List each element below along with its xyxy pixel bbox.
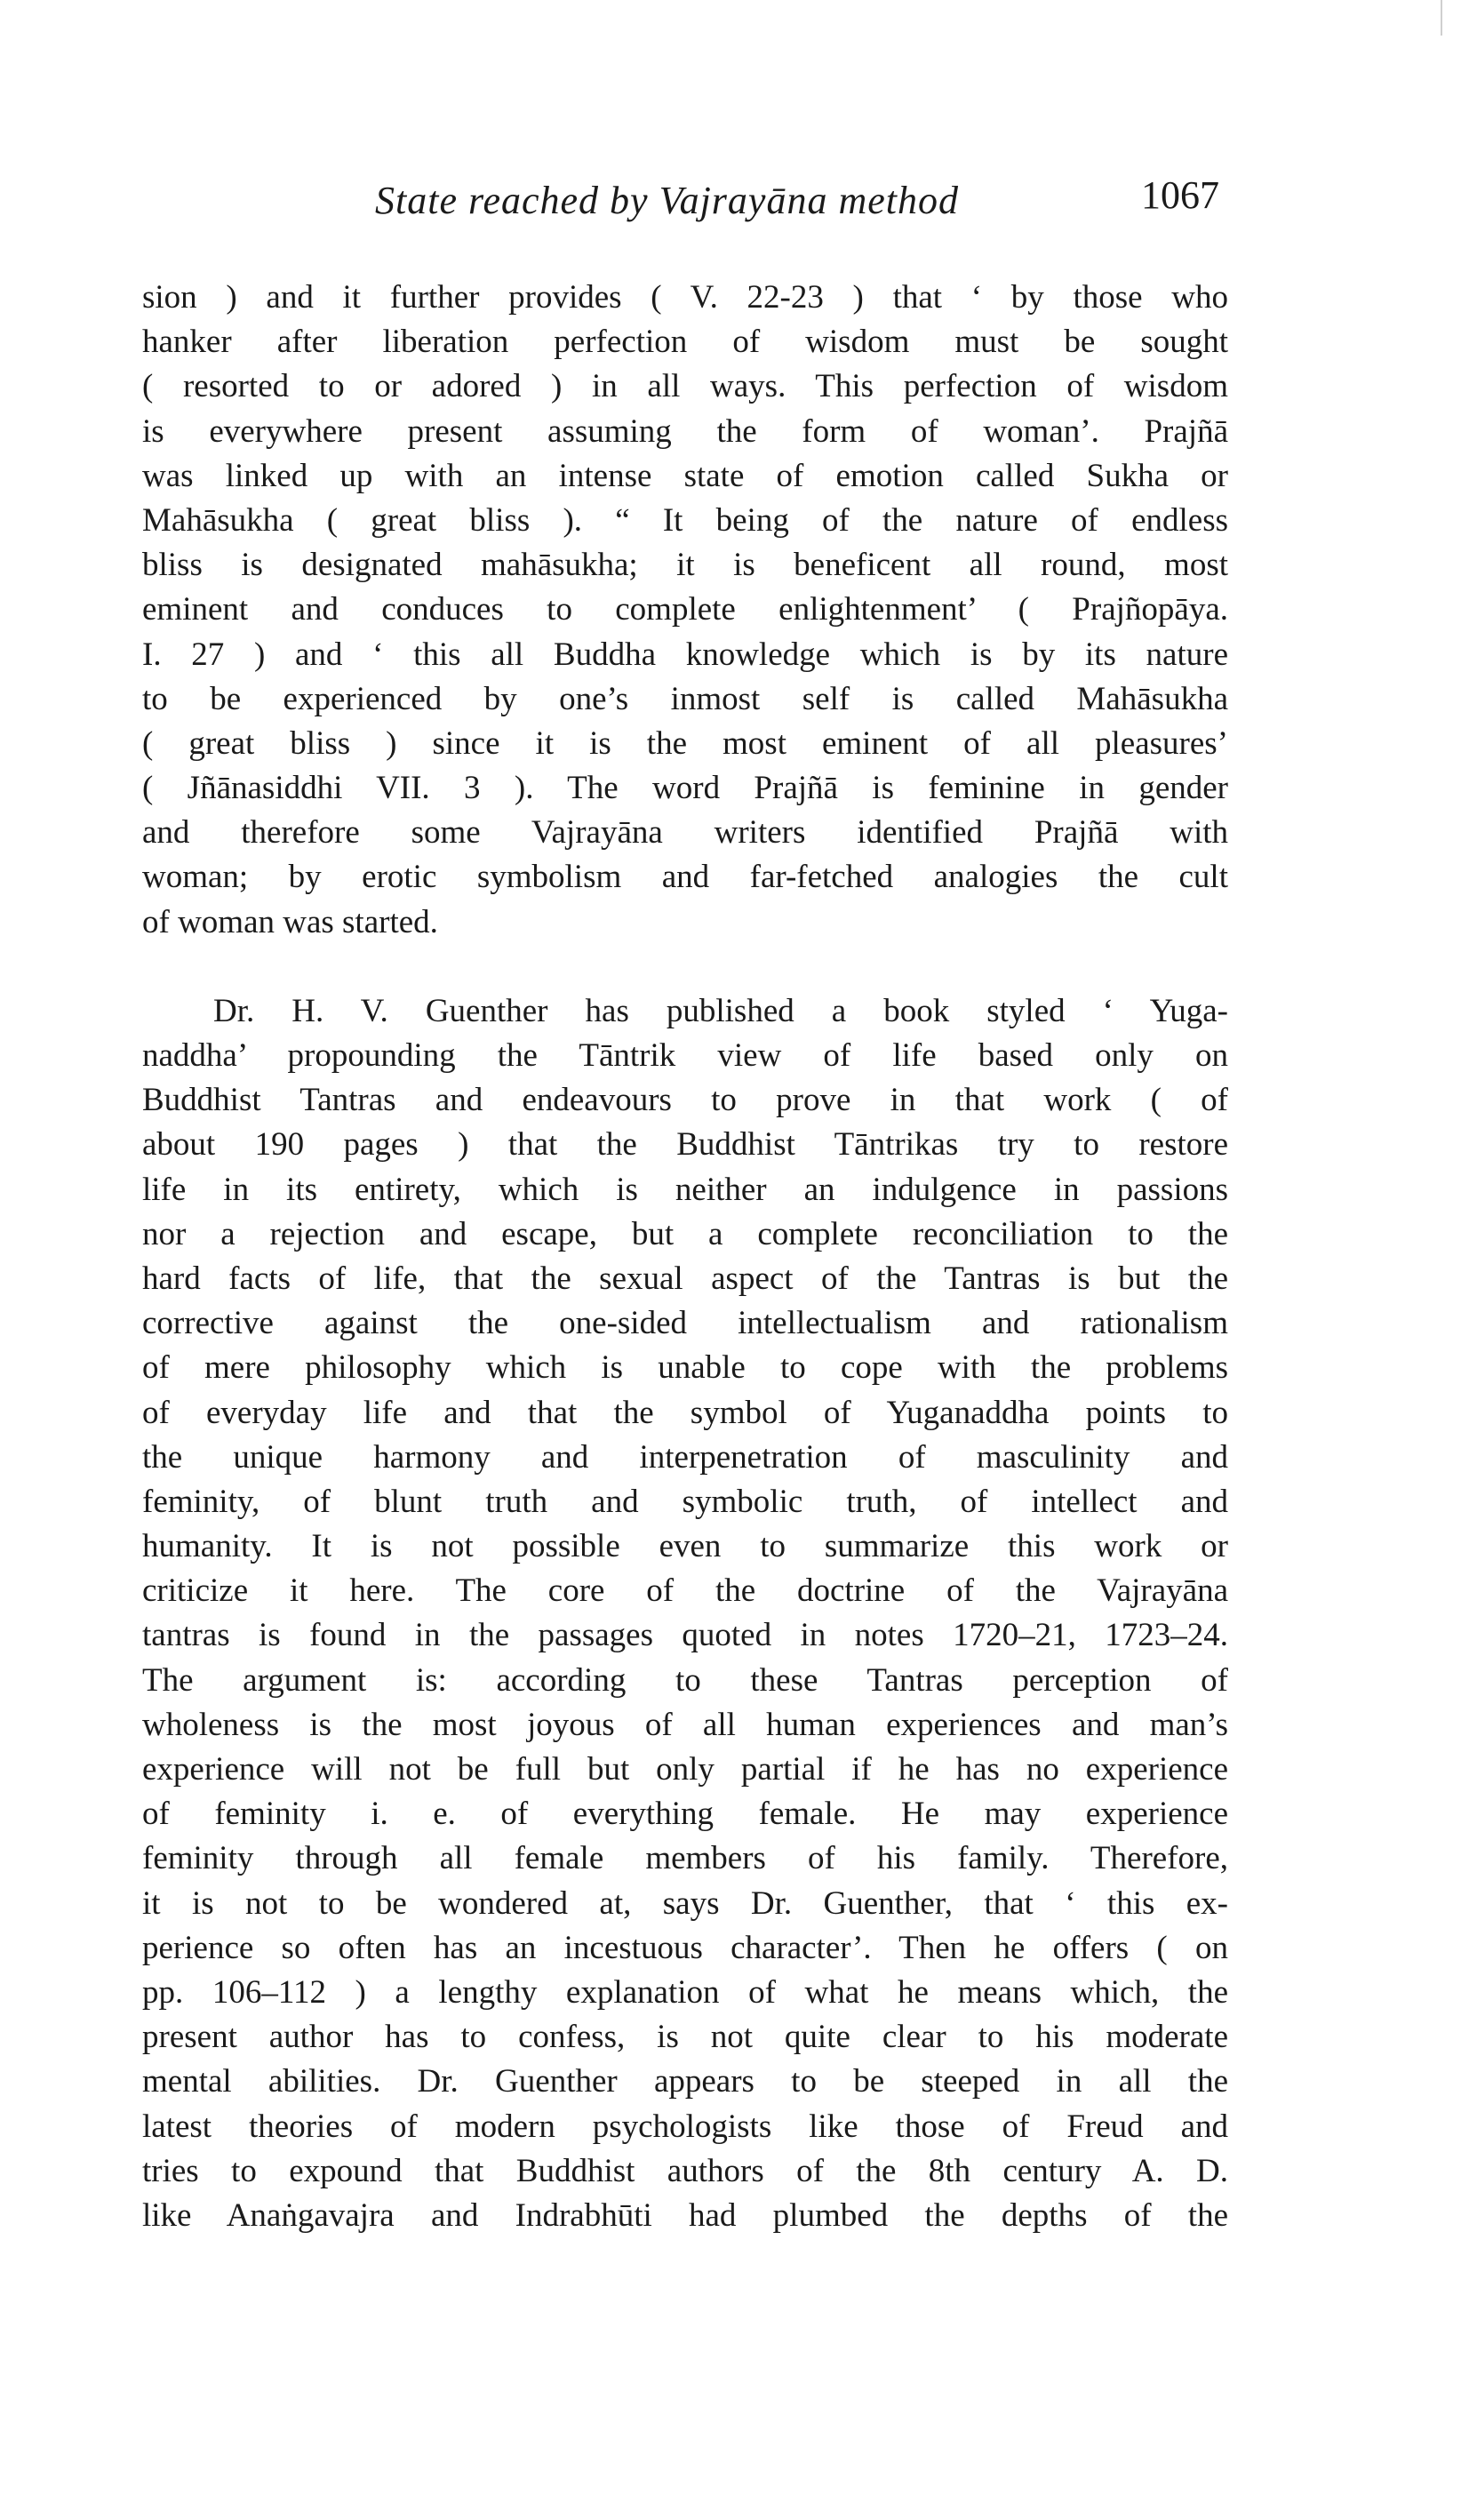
text-line: mental abilities. Dr. Guenther appears to be steeped in all the	[142, 2063, 1228, 2100]
text-line: of feminity i. e. of everything female. He may experience	[142, 1796, 1228, 1833]
running-title: State reached by Vajrayāna method	[375, 179, 959, 222]
text-line: like Anaṅgavajra and Indrabhūti had plumbed the depths of the	[142, 2196, 1228, 2234]
text-line: Buddhist Tantras and endeavours to prove in that work ( of	[142, 1082, 1228, 1119]
text-line: woman; by erotic symbolism and far-fetched analogies the cult	[142, 859, 1228, 896]
text-line: bliss is designated mahāsukha; it is beneficent all round, most	[142, 547, 1228, 584]
text-line: of woman was started.	[142, 903, 438, 940]
paragraph-2	[142, 989, 1228, 2238]
text-line: sion ) and it further provides ( V. 22-23 ) that ‘ by those who	[142, 279, 1228, 316]
text-line: hanker after liberation perfection of wisdom must be sought	[142, 324, 1228, 361]
text-line: feminity, of blunt truth and symbolic truth, of intellect and	[142, 1483, 1228, 1520]
text-line: humanity. It is not possible even to summarize this work or	[142, 1528, 1228, 1565]
text-line: life in its entirety, which is neither an indulgence in passions	[142, 1171, 1228, 1208]
text-line: pp. 106–112 ) a lengthy explanation of what he means which, the	[142, 1973, 1228, 2011]
text-line: Dr. H. V. Guenther has published a book styled ‘ Yuga-	[213, 992, 1228, 1029]
text-line: to be experienced by one’s inmost self is called Mahāsukha	[142, 680, 1228, 717]
paragraph-1	[142, 276, 1228, 945]
text-line: ( Jñānasiddhi VII. 3 ). The word Prajñā is feminine in gender	[142, 770, 1228, 807]
text-line: nor a rejection and escape, but a complete reconciliation to the	[142, 1215, 1228, 1252]
text-line: the unique harmony and interpenetration of masculinity and	[142, 1438, 1228, 1476]
text-line: Mahāsukha ( great bliss ). “ It being of the nature of endless	[142, 501, 1228, 539]
text-line: of mere philosophy which is unable to cope with the problems	[142, 1349, 1228, 1387]
body-text	[142, 276, 1228, 2238]
text-line: tries to expound that Buddhist authors of the 8th century A. D.	[142, 2152, 1228, 2189]
text-line: latest theories of modern psychologists like those of Freud and	[142, 2108, 1228, 2145]
text-line: perience so often has an incestuous character’. Then he offers ( on	[142, 1929, 1228, 1966]
text-line: ( resorted to or adored ) in all ways. This perfection of wisdom	[142, 368, 1228, 405]
text-line: tantras is found in the passages quoted in notes 1720–21, 1723–24.	[142, 1617, 1228, 1654]
page-number: 1067	[1141, 173, 1219, 217]
text-line: it is not to be wondered at, says Dr. Guenther, that ‘ this ex-	[142, 1884, 1228, 1922]
page-edge-mark	[1441, 0, 1442, 36]
text-line: ( great bliss ) since it is the most eminent of all pleasures’	[142, 724, 1228, 762]
text-line: experience will not be full but only partial if he has no experience	[142, 1751, 1228, 1788]
text-line: The argument is: according to these Tantras perception of	[142, 1661, 1228, 1699]
text-line: of everyday life and that the symbol of Yuganaddha points to	[142, 1394, 1228, 1431]
text-line: eminent and conduces to complete enlightenment’ ( Prajñopāya.	[142, 591, 1228, 628]
text-line: was linked up with an intense state of emotion called Sukha or	[142, 457, 1228, 494]
text-line: I. 27 ) and ‘ this all Buddha knowledge which is by its nature	[142, 636, 1228, 673]
text-line: hard facts of life, that the sexual aspect of the Tantras is but the	[142, 1260, 1228, 1297]
text-line: feminity through all female members of his family. Therefore,	[142, 1840, 1228, 1877]
text-line: criticize it here. The core of the doctrine of the Vajrayāna	[142, 1572, 1228, 1610]
text-line: and therefore some Vajrayāna writers identified Prajñā with	[142, 814, 1228, 852]
text-line: present author has to confess, is not quite clear to his moderate	[142, 2019, 1228, 2056]
text-line: about 190 pages ) that the Buddhist Tāntrikas try to restore	[142, 1126, 1228, 1164]
text-line: naddha’ propounding the Tāntrik view of life based only on	[142, 1037, 1228, 1074]
running-header	[142, 173, 1228, 240]
text-line: wholeness is the most joyous of all human experiences and man’s	[142, 1706, 1228, 1743]
text-line: is everywhere present assuming the form of woman’. Prajñā	[142, 412, 1228, 450]
text-line: corrective against the one-sided intellectualism and rationalism	[142, 1305, 1228, 1342]
